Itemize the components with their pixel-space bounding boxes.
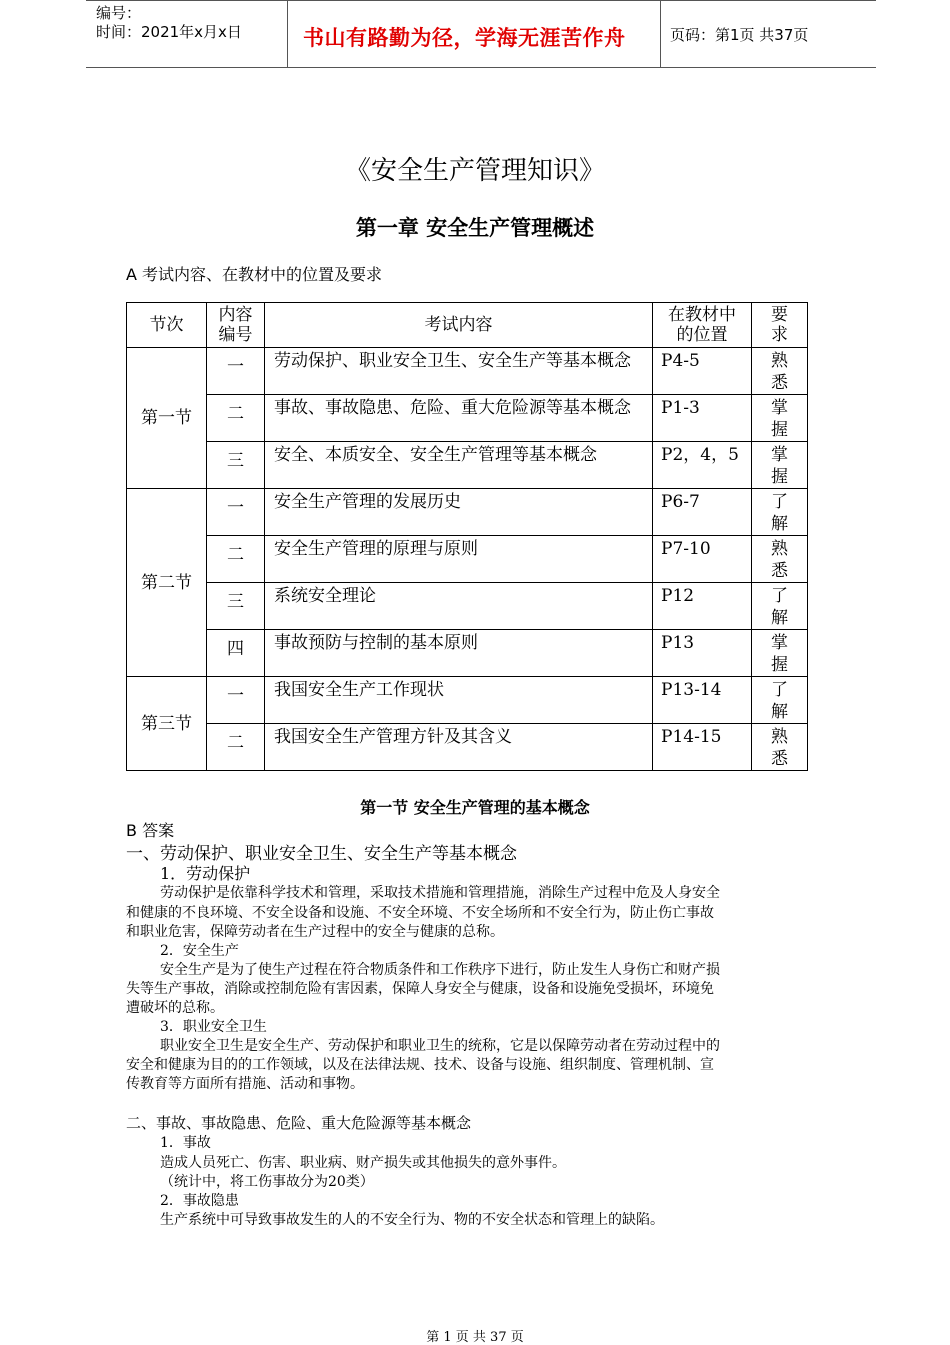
table-row xyxy=(127,583,808,630)
item-page: P13-14 xyxy=(653,677,752,724)
exam-content-table xyxy=(126,302,808,771)
item-requirement: 熟悉 xyxy=(752,348,808,395)
header-top-rule xyxy=(86,0,876,1)
table-row xyxy=(127,630,808,677)
item-number: 一 xyxy=(207,677,265,724)
subheading-hidden-danger: 2．事故隐患 xyxy=(160,1193,239,1209)
item-number: 三 xyxy=(207,442,265,489)
chapter-title: 第一章 安全生产管理概述 xyxy=(355,216,595,240)
header-page-info: 页码：第1页 共37页 xyxy=(670,26,809,44)
table-row xyxy=(127,536,808,583)
item-content: 事故、事故隐患、危险、重大危险源等基本概念 xyxy=(265,395,653,442)
table-row xyxy=(127,677,808,724)
paragraph-line: 失等生产事故，消除或控制危险有害因素，保障人身安全与健康，设备和设施免受损坏，环境免 xyxy=(126,981,714,997)
col-header-position: 在教材中的位置 xyxy=(653,303,752,348)
table-row xyxy=(127,724,808,771)
subheading-safety-production: 2．安全生产 xyxy=(160,943,239,959)
header-number-label: 编号： xyxy=(96,4,142,22)
item-number: 四 xyxy=(207,630,265,677)
col-header-requirement: 要求 xyxy=(752,303,808,348)
item-content: 安全生产管理的原理与原则 xyxy=(265,536,653,583)
item-content: 劳动保护、职业安全卫生、安全生产等基本概念 xyxy=(265,348,653,395)
header-date-label: 时间：2021年x月x日 xyxy=(96,23,242,41)
answer-label: B 答案 xyxy=(126,821,175,840)
item-content: 安全、本质安全、安全生产管理等基本概念 xyxy=(265,442,653,489)
item-requirement: 掌握 xyxy=(752,442,808,489)
col-header-section: 节次 xyxy=(127,303,207,348)
table-row xyxy=(127,489,808,536)
item-page: P12 xyxy=(653,583,752,630)
paragraph-line: 遭破坏的总称。 xyxy=(126,1000,224,1016)
paragraph-line: 造成人员死亡、伤害、职业病、财产损失或其他损失的意外事件。 xyxy=(160,1155,566,1171)
paragraph-note: （统计中，将工伤事故分为20类） xyxy=(160,1174,374,1190)
item-content: 事故预防与控制的基本原则 xyxy=(265,630,653,677)
item-page: P13 xyxy=(653,630,752,677)
footer-page-number: 第 1 页 共 37 页 xyxy=(426,1330,524,1345)
subheading-occupational-safety: 3．职业安全卫生 xyxy=(160,1019,267,1035)
paragraph-line: 传教育等方面所有措施、活动和事物。 xyxy=(126,1076,364,1092)
part-one-heading: 一、劳动保护、职业安全卫生、安全生产等基本概念 xyxy=(126,844,517,864)
table-header-row xyxy=(127,303,808,348)
paragraph-line: 生产系统中可导致事故发生的人的不安全行为、物的不安全状态和管理上的缺陷。 xyxy=(160,1212,664,1228)
section-a-heading: A 考试内容、在教材中的位置及要求 xyxy=(126,265,383,284)
col-header-content: 考试内容 xyxy=(265,303,653,348)
item-number: 一 xyxy=(207,489,265,536)
item-requirement: 熟悉 xyxy=(752,724,808,771)
item-number: 二 xyxy=(207,395,265,442)
item-requirement: 了解 xyxy=(752,489,808,536)
item-page: P7-10 xyxy=(653,536,752,583)
subheading-labor-protection: 1．劳动保护 xyxy=(160,864,251,883)
paragraph-line: 安全生产是为了使生产过程在符合物质条件和工作秩序下进行，防止发生人身伤亡和财产损 xyxy=(160,962,720,978)
paragraph-line: 和健康的不良环境、不安全设备和设施、不安全环境、不安全场所和不安全行为，防止伤亡事故 xyxy=(126,905,714,921)
col-header-number: 内容编号 xyxy=(207,303,265,348)
header-divider-right xyxy=(660,0,661,68)
item-page: P2，4，5 xyxy=(653,442,752,489)
item-number: 一 xyxy=(207,348,265,395)
item-content: 系统安全理论 xyxy=(265,583,653,630)
item-number: 二 xyxy=(207,536,265,583)
table-row xyxy=(127,348,808,395)
paragraph-line: 劳动保护是依靠科学技术和管理，采取技术措施和管理措施，消除生产过程中危及人身安全 xyxy=(160,885,720,901)
item-requirement: 熟悉 xyxy=(752,536,808,583)
item-number: 三 xyxy=(207,583,265,630)
subheading-accident: 1．事故 xyxy=(160,1135,211,1151)
paragraph-line: 和职业危害，保障劳动者在生产过程中的安全与健康的总称。 xyxy=(126,924,504,940)
item-number: 二 xyxy=(207,724,265,771)
section-cell: 第三节 xyxy=(127,677,207,771)
section-heading: 第一节 安全生产管理的基本概念 xyxy=(360,798,590,817)
item-content: 我国安全生产管理方针及其含义 xyxy=(265,724,653,771)
item-requirement: 了解 xyxy=(752,677,808,724)
item-page: P4-5 xyxy=(653,348,752,395)
item-requirement: 掌握 xyxy=(752,395,808,442)
item-content: 我国安全生产工作现状 xyxy=(265,677,653,724)
item-page: P14-15 xyxy=(653,724,752,771)
paragraph-line: 安全和健康为目的的工作领域，以及在法律法规、技术、设备与设施、组织制度、管理机制、宣 xyxy=(126,1057,714,1073)
header-motto: 书山有路勤为径，学海无涯苦作舟 xyxy=(303,26,626,50)
part-two-heading: 二、事故、事故隐患、危险、重大危险源等基本概念 xyxy=(126,1114,472,1132)
header-bottom-rule xyxy=(86,67,876,68)
section-cell: 第一节 xyxy=(127,348,207,489)
item-page: P1-3 xyxy=(653,395,752,442)
item-requirement: 了解 xyxy=(752,583,808,630)
table-row xyxy=(127,442,808,489)
section-cell: 第二节 xyxy=(127,489,207,677)
document-title: 《安全生产管理知识》 xyxy=(344,156,605,186)
header-divider-left xyxy=(287,0,288,68)
item-content: 安全生产管理的发展历史 xyxy=(265,489,653,536)
item-page: P6-7 xyxy=(653,489,752,536)
table-row xyxy=(127,395,808,442)
paragraph-line: 职业安全卫生是安全生产、劳动保护和职业卫生的统称，它是以保障劳动者在劳动过程中的 xyxy=(160,1038,720,1054)
item-requirement: 掌握 xyxy=(752,630,808,677)
